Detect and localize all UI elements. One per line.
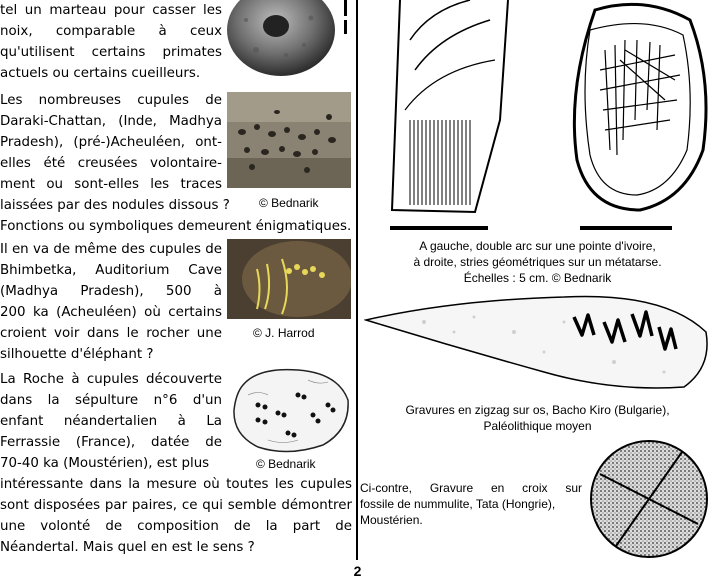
text-line: intéressante dans la mesure où toutes les cupules (0, 477, 352, 492)
text-line: qu'utilisent certains primates (0, 45, 222, 60)
hammerstone-image (226, 0, 338, 78)
image-credit: © Bednarik (259, 196, 319, 210)
metatarsal-drawing (565, 0, 713, 232)
caption-tata (360, 480, 582, 528)
image-credit: © J. Harrod (253, 326, 315, 340)
paragraph-la-ferrassie (0, 369, 222, 474)
text-line: Fonctions ou symboliques demeurent énigmatiques. (0, 219, 352, 234)
text-line: dans la sépulture n°6 d'un (0, 393, 222, 408)
text-line: laissées par des nodules dissous ? (0, 198, 230, 213)
text-line: Il en va de même des cupules de (0, 242, 222, 257)
text-line: 70-40 ka (Moustérien), est plus (0, 456, 210, 471)
ivory-point-drawing (370, 0, 530, 232)
text-line: Néandertal. Mais quel en est le sens ? (0, 540, 255, 555)
caption-line: fossile de nummulite, Tata (Hongrie), (360, 497, 556, 511)
text-line: tel un marteau pour casser les (0, 3, 222, 18)
caption-line: Gravures en zigzag sur os, Bacho Kiro (Bulgarie), (405, 403, 670, 417)
text-line: une volonté de composition de la part de (0, 519, 352, 534)
text-line: enfant néandertalien à La (0, 414, 222, 429)
text-line: (Madhya Pradesh), 500 à (0, 284, 222, 299)
paragraph-hammer (0, 0, 222, 84)
text-line: Pradesh), (pré-)Acheuléen, ont- (0, 135, 222, 150)
la-ferrassie-cupule-rock-image (228, 365, 352, 455)
text-line: Ferrassie (France), datée de (0, 435, 222, 450)
daraki-chattan-cupules-image (227, 92, 351, 188)
text-line: Bhimbetka, Auditorium Cave (0, 263, 222, 278)
text-line: noix, comparable à ceux (0, 24, 222, 39)
text-line: elles été creusées volontaire- (0, 156, 222, 171)
bhimbetka-cupules-image (227, 239, 351, 319)
caption-bacho-kiro (360, 402, 715, 434)
text-line: sont disposées par paires, ce qui semble démontrer (0, 498, 352, 513)
caption-line: Échelles : 5 cm. © Bednarik (463, 271, 612, 285)
text-line: La Roche à cupules découverte (0, 372, 222, 387)
paragraph-la-ferrassie-cont (0, 474, 352, 558)
left-column (0, 0, 352, 560)
page-number: 2 (353, 563, 362, 579)
caption-ivory-metatarsal (360, 238, 715, 286)
caption-line: Paléolithique moyen (483, 419, 592, 433)
column-divider (356, 0, 358, 560)
caption-line: Moustérien. (360, 513, 423, 527)
tata-nummulite-fossil-image (588, 438, 710, 560)
paragraph-bhimbetka (0, 239, 222, 365)
caption-line: à droite, stries géométriques sur un métatarse. (413, 255, 662, 269)
caption-line: A gauche, double arc sur une pointe d'ivoire, (419, 239, 656, 253)
right-column (360, 0, 715, 560)
text-line: Les nombreuses cupules de (0, 93, 222, 108)
text-line: croient voir dans le rocher une (0, 326, 222, 341)
caption-line: Ci-contre, Gravure en croix sur (360, 481, 582, 495)
text-line: actuels ou certains cueilleurs. (0, 66, 201, 81)
text-line: silhouette d'éléphant ? (0, 347, 154, 362)
scale-bar-icon (342, 0, 350, 40)
image-credit: © Bednarik (256, 457, 316, 471)
text-line: 200 ka (Acheuléen) où certains (0, 305, 222, 320)
text-line: Daraki-Chattan, (Inde, Madhya (0, 114, 222, 129)
text-line: ment ou sont-elles les traces (0, 177, 222, 192)
paragraph-enigmatic (0, 216, 352, 237)
bacho-kiro-bone-drawing (364, 292, 712, 394)
paragraph-daraki-chattan (0, 90, 230, 216)
